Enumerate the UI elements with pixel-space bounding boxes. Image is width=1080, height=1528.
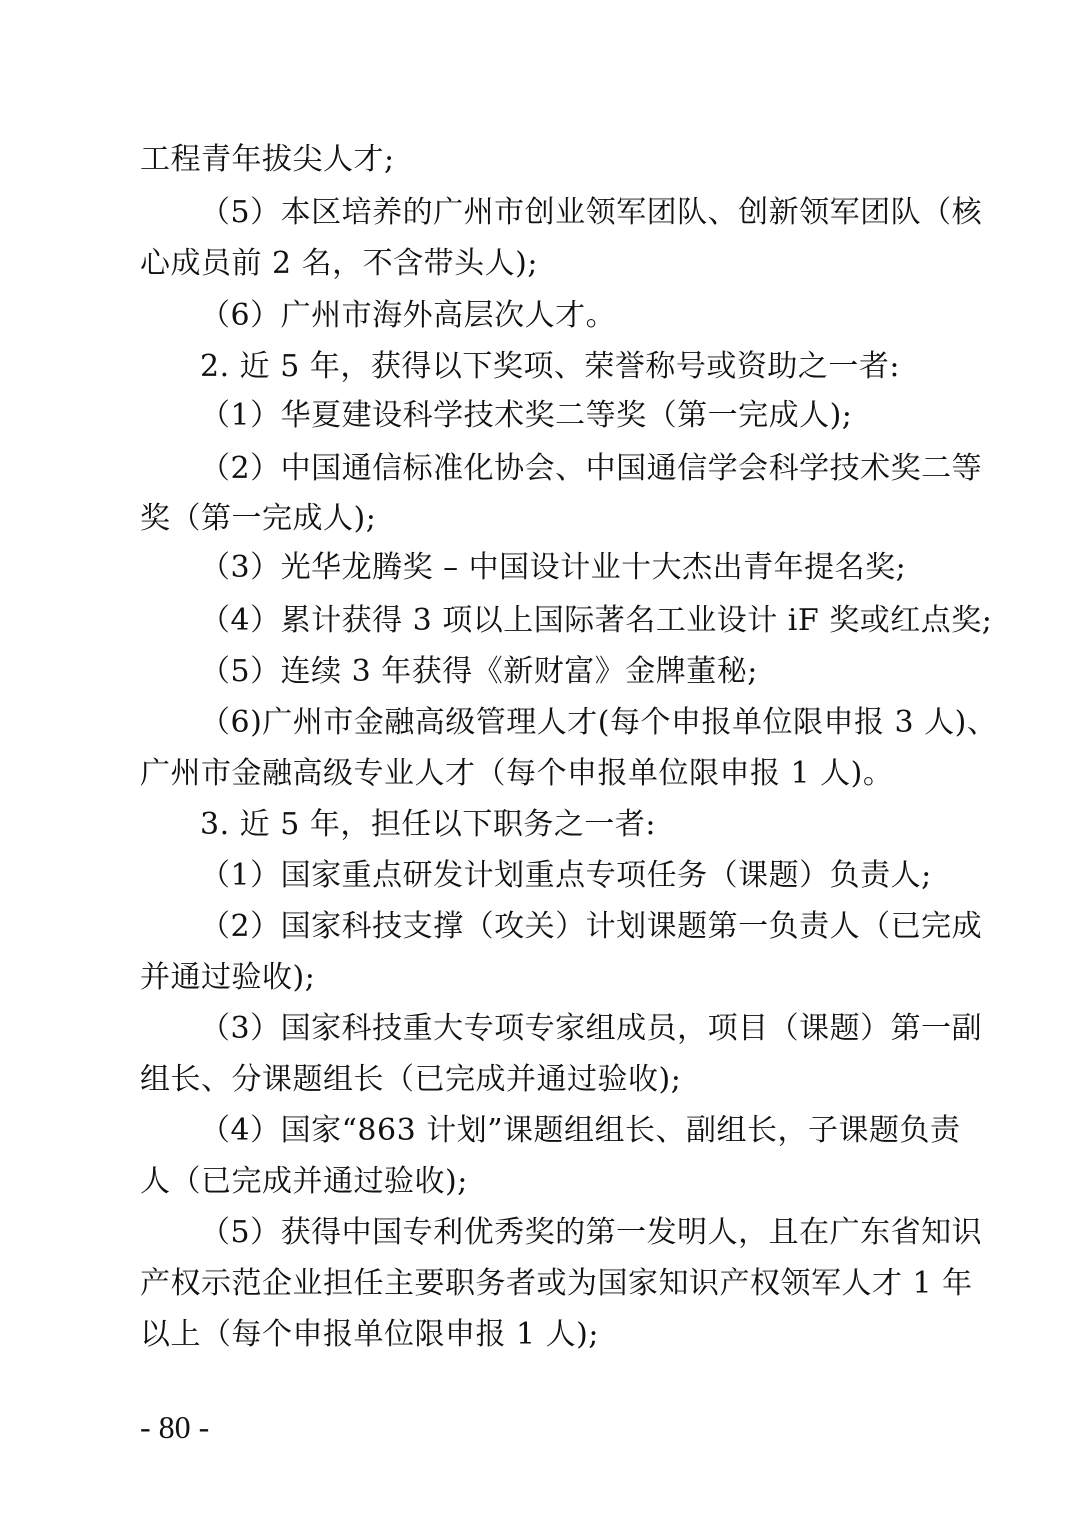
text-line: 以上（每个申报单位限申报 1 人);: [140, 1317, 599, 1352]
page-number: - 80 -: [140, 1409, 210, 1445]
text-line: （5）连续 3 年获得《新财富》金牌董秘;: [200, 654, 758, 689]
text-line: 产权示范企业担任主要职务者或为国家知识产权领军人才 1 年: [140, 1266, 973, 1301]
text-line: （2）中国通信标准化协会、中国通信学会科学技术奖二等: [200, 451, 983, 486]
text-line: （6)广州市金融高级管理人才(每个申报单位限申报 3 人)、: [200, 705, 998, 740]
text-line: （3）光华龙腾奖 – 中国设计业十大杰出青年提名奖;: [200, 550, 907, 585]
text-line: （5）本区培养的广州市创业领军团队、创新领军团队（核: [200, 195, 983, 230]
text-line: 奖（第一完成人);: [140, 501, 377, 536]
text-line: （5）获得中国专利优秀奖的第一发明人，且在广东省知识: [200, 1215, 983, 1250]
text-line: （6）广州市海外高层次人才。: [200, 298, 617, 333]
text-line: 并通过验收);: [140, 960, 316, 995]
text-line: （1）国家重点研发计划重点专项任务（课题）负责人;: [200, 858, 932, 893]
text-line: 3. 近 5 年，担任以下职务之一者:: [200, 807, 656, 842]
text-line: 广州市金融高级专业人才（每个申报单位限申报 1 人)。: [140, 756, 894, 791]
text-line: （4）国家“863 计划”课题组组长、副组长，子课题负责: [200, 1113, 961, 1148]
text-line: 人（已完成并通过验收);: [140, 1164, 468, 1199]
text-line: 组长、分课题组长（已完成并通过验收);: [140, 1062, 682, 1097]
text-line: （3）国家科技重大专项专家组成员，项目（课题）第一副: [200, 1011, 983, 1046]
text-line: 心成员前 2 名，不含带头人);: [140, 246, 538, 281]
text-line: （4）累计获得 3 项以上国际著名工业设计 iF 奖或红点奖;: [200, 603, 993, 638]
text-line: 工程青年拔尖人才;: [140, 142, 395, 177]
text-line: 2. 近 5 年，获得以下奖项、荣誉称号或资助之一者:: [200, 349, 900, 384]
text-line: （1）华夏建设科学技术奖二等奖（第一完成人);: [200, 398, 853, 433]
text-line: （2）国家科技支撑（攻关）计划课题第一负责人（已完成: [200, 909, 983, 944]
